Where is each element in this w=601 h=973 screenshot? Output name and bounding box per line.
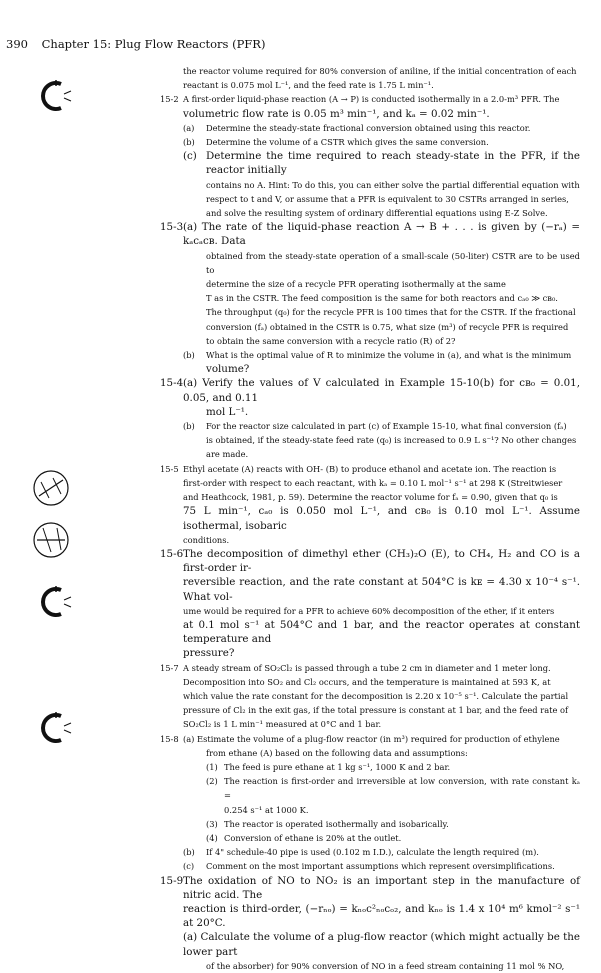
- text-line: [160, 689, 580, 703]
- line-text: Ethyl acetate (A) reacts with OH- (B) to produce ethanol and acetate ion. The reaction is: [183, 463, 557, 474]
- line-text: first-order with respect to each reactant, with kₐ = 0.10 L mol⁻¹ s⁻¹ at 298 K (Streitwieser: [183, 477, 563, 488]
- line-text: What is the optimal value of R to minimize the volume in (a), and what is the minimum: [206, 350, 572, 361]
- problem-number: 15-9: [160, 874, 184, 887]
- text-line: [160, 405, 580, 419]
- line-text: are made.: [206, 449, 249, 460]
- text-line: [160, 959, 580, 973]
- chapter-label: Chapter: [41, 37, 89, 51]
- line-text: reactant is 0.075 mol L⁻¹, and the feed rate is 1.75 L min⁻¹.: [183, 80, 434, 91]
- line-text: reaction is third-order, (−rₙₒ) = kₙₒc²ₙₒcₒ₂, and kₙₒ is 1.4 x 10⁴ m⁶ kmol⁻² s⁻¹ at 20°C.: [183, 902, 580, 930]
- text-line: [160, 419, 580, 433]
- part-label: (c): [183, 150, 197, 163]
- line-text: pressure?: [183, 647, 235, 660]
- line-text: Comment on the most important assumptions which represent oversimplifications.: [206, 861, 555, 872]
- line-text: reversible reaction, and the rate constant at 504°C is kᴇ = 4.30 x 10⁻⁴ s⁻¹. What vol-: [183, 576, 580, 603]
- line-text: T as in the CSTR. The feed composition is the same for both reactors and cₐ₀ ≫ cʙ₀.: [206, 293, 558, 304]
- text-line: [160, 121, 580, 135]
- text-line: [160, 760, 580, 774]
- line-text: is obtained, if the steady-state feed rate (q₀) is increased to 0.9 L s⁻¹? No other changes: [206, 435, 577, 446]
- line-text: of the absorber) for 90% conversion of NO in a feed stream containing 11 mol % NO,: [206, 960, 565, 971]
- problem-list: [160, 64, 580, 973]
- text-line: [160, 902, 580, 930]
- page-number: 390: [6, 37, 28, 51]
- text-line: [160, 675, 580, 689]
- line-text: (a) Calculate the volume of a plug-flow reactor (which might actually be the lower part: [183, 931, 580, 958]
- line-text: A first-order liquid-phase reaction (A → P) is conducted isothermally in a 2.0-m³ PFR. The: [183, 94, 560, 105]
- line-text: A steady stream of SO₂Cl₂ is passed through a tube 2 cm in diameter and 1 meter long.: [183, 662, 551, 673]
- line-text: The decomposition of dimethyl ether (CH₃)₂O (E), to CH₄, H₂ and CO is a first-order ir-: [183, 547, 580, 575]
- text-line: [160, 447, 580, 461]
- text-line: [160, 817, 580, 831]
- text-line: [160, 334, 580, 348]
- part-label: (b): [183, 350, 195, 361]
- line-text: from ethane (A) based on the following data and assumptions:: [206, 747, 468, 758]
- line-text: obtained from the steady-state operation of a small-scale (50-liter) CSTR are to be used to: [206, 250, 580, 275]
- line-text: SO₂Cl₂ is 1 L min⁻¹ measured at 0°C and 1 bar.: [183, 719, 382, 730]
- line-text: (a) Verify the values of V calculated in Example 15-10(b) for cʙ₀ = 0.01, 0.05, and 0.11: [183, 377, 580, 404]
- line-text: (a) The rate of the liquid-phase reaction A → B + . . . is given by (−rₐ) = kₐcₐcʙ. Data: [183, 221, 580, 248]
- line-text: The feed is pure ethane at 1 kg s⁻¹, 1000 K and 2 bar.: [224, 761, 451, 772]
- text-line: [160, 646, 580, 660]
- problem-line: [160, 220, 580, 248]
- line-text: determine the size of a recycle PFR operating isothermally at the same: [206, 279, 506, 290]
- text-line: [160, 803, 580, 817]
- part-label: (1): [206, 761, 218, 772]
- text-line: [160, 703, 580, 717]
- text-line: [160, 504, 580, 532]
- problem-line: [160, 547, 580, 575]
- problem-line: [160, 92, 580, 106]
- text-line: [160, 249, 580, 277]
- part-label: (2): [206, 776, 218, 787]
- text-line: [160, 604, 580, 618]
- part-label: (a): [183, 122, 195, 133]
- software-icon-3: [34, 708, 74, 748]
- line-text: The throughput (q₀) for the recycle PFR is 100 times that for the CSTR. If the fractional: [206, 307, 576, 318]
- text-line: [160, 575, 580, 603]
- problem-line: [160, 661, 580, 675]
- chapter-number: 15:: [92, 37, 112, 51]
- text-line: [160, 831, 580, 845]
- problem-number: 15-4: [160, 377, 184, 390]
- part-label: (b): [183, 421, 195, 432]
- text-line: [160, 746, 580, 760]
- line-text: The reaction is first-order and irreversible at low conversion, with rate constant kₐ =: [224, 776, 580, 801]
- text-line: [160, 618, 580, 646]
- problem-line: [160, 462, 580, 476]
- line-text: respect to t and V, or assume that a PFR is equivalent to 30 CSTRs arranged in series,: [206, 193, 569, 204]
- text-line: [160, 348, 580, 362]
- text-line: [160, 433, 580, 447]
- chapter-title: Plug Flow Reactors (PFR): [114, 37, 266, 51]
- line-text: conversion (fₐ) obtained in the CSTR is 0.75, what size (m³) of recycle PFR is required: [206, 321, 569, 332]
- problem-line: [160, 376, 580, 404]
- line-text: Determine the time required to reach steady-state in the PFR, if the reactor initially: [206, 150, 580, 177]
- reactor-diagram-icon-1: [31, 468, 71, 508]
- part-label: (b): [183, 137, 195, 148]
- line-text: which value the rate constant for the decomposition is 2.20 x 10⁻⁵ s⁻¹. Calculate the partial: [183, 690, 569, 701]
- text-line: [160, 192, 580, 206]
- text-line: [160, 206, 580, 220]
- software-icon-2: [34, 582, 74, 622]
- text-line: [160, 490, 580, 504]
- line-text: conditions.: [183, 534, 230, 545]
- text-line: [160, 135, 580, 149]
- line-text: volume?: [206, 363, 250, 376]
- problem-number: 15-8: [160, 733, 179, 744]
- part-label: (4): [206, 832, 218, 843]
- line-text: The oxidation of NO to NO₂ is an important step in the manufacture of nitric acid. The: [183, 874, 580, 901]
- line-text: Conversion of ethane is 20% at the outlet.: [224, 832, 402, 843]
- text-line: [160, 476, 580, 490]
- line-text: Determine the volume of a CSTR which gives the same conversion.: [206, 137, 489, 148]
- line-text: For the reactor size calculated in part (c) of Example 15-10, what final conversion (fₐ): [206, 421, 567, 432]
- line-text: If 4" schedule-40 pipe is used (0.102 m I.D.), calculate the length required (m).: [206, 847, 539, 858]
- problem-number: 15-2: [160, 94, 179, 105]
- problem-number: 15-7: [160, 662, 179, 673]
- line-text: mol L⁻¹.: [206, 405, 249, 418]
- line-text: pressure of Cl₂ in the exit gas, if the total pressure is constant at 1 bar, and the feed rate of: [183, 705, 569, 716]
- text-line: [160, 78, 580, 92]
- running-header: [6, 37, 265, 51]
- text-line: [160, 277, 580, 291]
- problem-line: [160, 732, 580, 746]
- problem-number: 15-3: [160, 221, 184, 234]
- text-line: [160, 533, 580, 547]
- line-text: 0.254 s⁻¹ at 1000 K.: [224, 804, 309, 815]
- line-text: The reactor is operated isothermally and isobarically.: [224, 818, 449, 829]
- line-text: 75 L min⁻¹, cₐ₀ is 0.050 mol L⁻¹, and cʙ₀ is 0.10 mol L⁻¹. Assume isothermal, isobaric: [183, 505, 580, 532]
- part-label: (c): [183, 861, 195, 872]
- text-line: [160, 845, 580, 859]
- problem-number: 15-6: [160, 547, 184, 560]
- reactor-diagram-icon-2: [31, 520, 71, 560]
- line-text: (a) Estimate the volume of a plug-flow reactor (in m³) required for production of ethylene: [183, 733, 560, 744]
- text-line: [160, 291, 580, 305]
- text-line: [160, 305, 580, 319]
- text-line: [160, 107, 580, 121]
- line-text: at 0.1 mol s⁻¹ at 504°C and 1 bar, and the reactor operates at constant temperature and: [183, 618, 580, 646]
- line-text: volumetric flow rate is 0.05 m³ min⁻¹, and kₐ = 0.02 min⁻¹.: [183, 107, 490, 120]
- line-text: and solve the resulting system of ordinary differential equations using E-Z Solve.: [206, 208, 548, 219]
- text-line: [160, 717, 580, 731]
- line-text: and Heathcock, 1981, p. 59). Determine the reactor volume for fₐ = 0.90, given that q₀ is: [183, 492, 558, 503]
- problem-number: 15-5: [160, 463, 179, 474]
- line-text: Decomposition into SO₂ and Cl₂ occurs, and the temperature is maintained at 593 K, at: [183, 676, 551, 687]
- part-label: (b): [183, 847, 195, 858]
- text-line: [160, 930, 580, 958]
- line-text: contains no A. Hint: To do this, you can either solve the partial differential equation with: [206, 179, 580, 190]
- line-text: ume would be required for a PFR to achieve 60% decomposition of the ether, if it enters: [183, 605, 555, 616]
- text-line: [160, 362, 580, 376]
- text-line: [160, 859, 580, 873]
- line-text: Determine the steady-state fractional conversion obtained using this reactor.: [206, 122, 531, 133]
- text-line: [160, 320, 580, 334]
- problem-line: [160, 874, 580, 902]
- part-label: (3): [206, 818, 218, 829]
- text-line: [160, 774, 580, 802]
- line-text: the reactor volume required for 80% conversion of aniline, if the initial concentration of each: [183, 66, 577, 76]
- software-icon-1: [34, 76, 74, 116]
- text-line: [160, 149, 580, 177]
- text-line: [160, 64, 580, 78]
- line-text: to obtain the same conversion with a recycle ratio (R) of 2?: [206, 335, 456, 346]
- text-line: [160, 178, 580, 192]
